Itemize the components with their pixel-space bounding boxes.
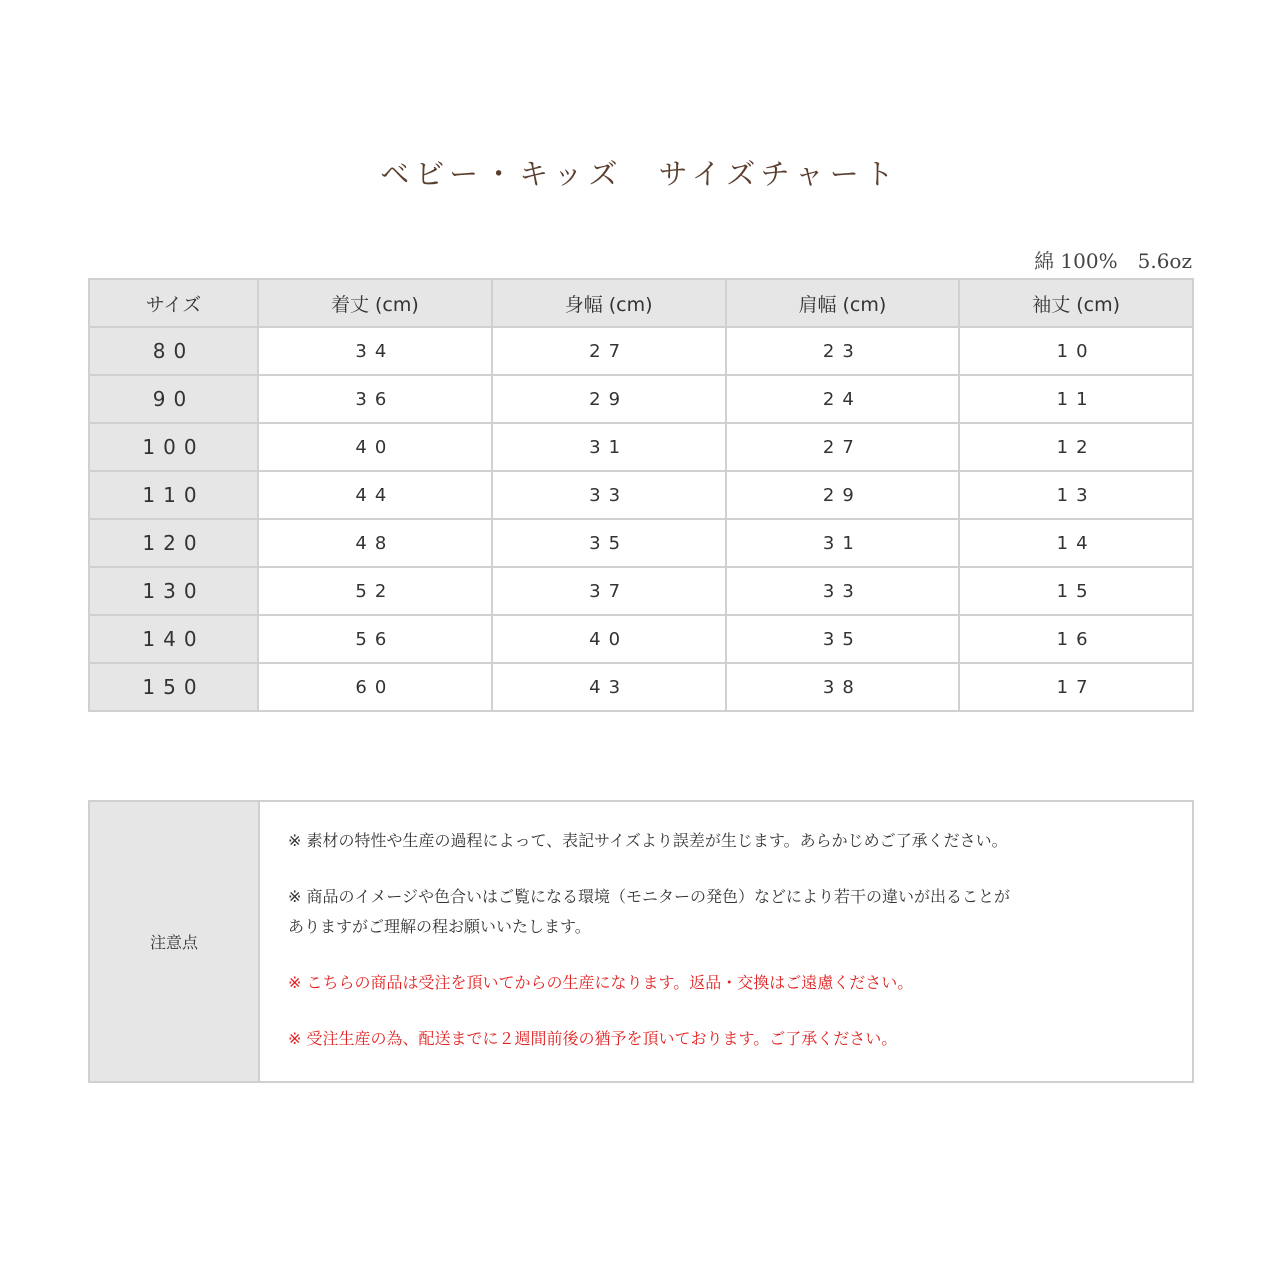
header-shoulder: 肩幅 (cm) <box>726 279 960 327</box>
table-row <box>89 567 1193 615</box>
size-cell: 100 <box>89 423 258 471</box>
width-cell: 40 <box>492 615 726 663</box>
page-title: ベビー・キッズ サイズチャート <box>380 157 900 191</box>
size-cell: 90 <box>89 375 258 423</box>
shoulder-cell: 33 <box>726 567 960 615</box>
table-row <box>89 519 1193 567</box>
header-length: 着丈 (cm) <box>258 279 492 327</box>
sleeve-cell: 13 <box>959 471 1193 519</box>
material-spec: 綿 100% 5.6oz <box>1034 249 1192 273</box>
length-cell: 60 <box>258 663 492 711</box>
header-width: 身幅 (cm) <box>492 279 726 327</box>
size-cell: 110 <box>89 471 258 519</box>
table-row <box>89 663 1193 711</box>
note-item-warning: ※ 受注生産の為、配送までに２週間前後の猶予を頂いております。ご了承ください。 <box>288 1029 898 1048</box>
shoulder-cell: 23 <box>726 327 960 375</box>
sleeve-cell: 12 <box>959 423 1193 471</box>
sleeve-cell: 15 <box>959 567 1193 615</box>
width-cell: 37 <box>492 567 726 615</box>
size-cell: 150 <box>89 663 258 711</box>
length-cell: 44 <box>258 471 492 519</box>
header-sleeve: 袖丈 (cm) <box>959 279 1193 327</box>
length-cell: 48 <box>258 519 492 567</box>
size-cell: 120 <box>89 519 258 567</box>
shoulder-cell: 29 <box>726 471 960 519</box>
sleeve-cell: 11 <box>959 375 1193 423</box>
sleeve-cell: 10 <box>959 327 1193 375</box>
sleeve-cell: 17 <box>959 663 1193 711</box>
note-item: ※ 素材の特性や生産の過程によって、表記サイズより誤差が生じます。あらかじめご了承ください。 <box>288 831 1008 850</box>
size-cell: 130 <box>89 567 258 615</box>
length-cell: 34 <box>258 327 492 375</box>
notes-body <box>260 802 1010 1081</box>
table-row <box>89 471 1193 519</box>
shoulder-cell: 35 <box>726 615 960 663</box>
size-cell: 140 <box>89 615 258 663</box>
width-cell: 33 <box>492 471 726 519</box>
table-header-row <box>89 279 1193 327</box>
shoulder-cell: 27 <box>726 423 960 471</box>
size-cell: 80 <box>89 327 258 375</box>
width-cell: 43 <box>492 663 726 711</box>
length-cell: 52 <box>258 567 492 615</box>
note-item: ※ 商品のイメージや色合いはご覧になる環境（モニターの発色）などにより若干の違いが出ることが ありますがご理解の程お願いいたします。 <box>288 887 1011 936</box>
shoulder-cell: 38 <box>726 663 960 711</box>
shoulder-cell: 24 <box>726 375 960 423</box>
note-item-warning: ※ こちらの商品は受注を頂いてからの生産になります。返品・交換はご遠慮ください。 <box>288 973 914 992</box>
header-size: サイズ <box>89 279 258 327</box>
width-cell: 27 <box>492 327 726 375</box>
width-cell: 35 <box>492 519 726 567</box>
table-row <box>89 327 1193 375</box>
width-cell: 29 <box>492 375 726 423</box>
table-row <box>89 375 1193 423</box>
length-cell: 36 <box>258 375 492 423</box>
width-cell: 31 <box>492 423 726 471</box>
table-row <box>89 615 1193 663</box>
length-cell: 56 <box>258 615 492 663</box>
sleeve-cell: 16 <box>959 615 1193 663</box>
notes-label: 注意点 <box>90 802 260 1081</box>
sleeve-cell: 14 <box>959 519 1193 567</box>
length-cell: 40 <box>258 423 492 471</box>
size-chart-table <box>88 278 1194 712</box>
shoulder-cell: 31 <box>726 519 960 567</box>
notes-box <box>88 800 1194 1083</box>
table-row <box>89 423 1193 471</box>
